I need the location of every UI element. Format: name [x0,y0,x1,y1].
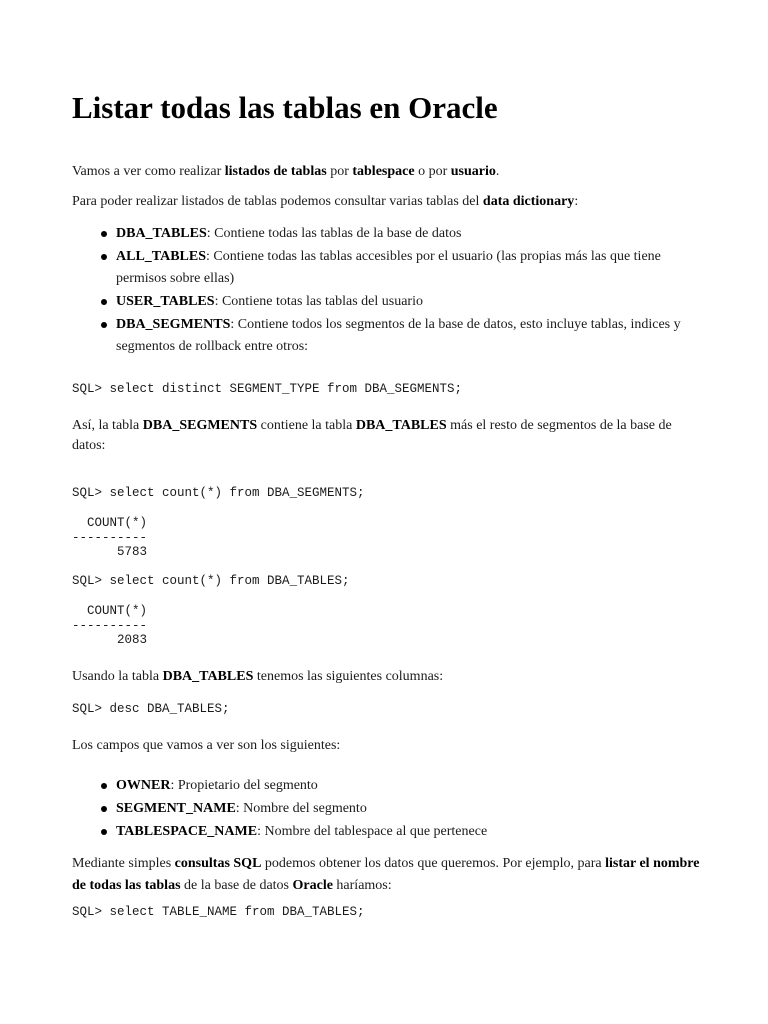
fields-list [72,775,702,844]
list-item: OWNER: Propietario del segmento [72,775,702,797]
list-item: DBA_TABLES: Contiene todas las tablas de la base de datos [72,223,702,245]
fields-paragraph: Los campos que vamos a ver son los siguientes: [72,738,341,753]
code-block-table-names: SQL> select TABLE_NAME from DBA_TABLES; [72,905,365,919]
code-block-count-segments: SQL> select count(*) from DBA_SEGMENTS; [72,486,365,500]
page-title: Listar todas las tablas en Oracle [72,90,498,125]
dictionary-views-list [72,223,702,359]
list-item: ALL_TABLES: Contiene todas las tablas accesibles por el usuario (las propias más las que tiene permisos sobre ellas) [72,246,702,290]
code-block-count-tables: SQL> select count(*) from DBA_TABLES; [72,574,350,588]
code-block-desc: SQL> desc DBA_TABLES; [72,702,230,716]
intro-paragraph: Vamos a ver como realizar listados de tablas por tablespace o por usuario. [72,164,500,179]
list-item: TABLESPACE_NAME: Nombre del tablespace al que pertenece [72,821,702,843]
list-item: DBA_SEGMENTS: Contiene todos los segmentos de la base de datos, esto incluye tablas, indices y segmentos de rollback entre otros: [72,314,702,358]
sql-queries-paragraph: Mediante simples consultas SQL podemos obtener los datos que queremos. Por ejemplo, para listar el nombre de todas las tablas de la base de datos Oracle haríamos: [72,856,700,893]
list-item: SEGMENT_NAME: Nombre del segmento [72,798,702,820]
columns-paragraph: Usando la tabla DBA_TABLES tenemos las siguientes columnas: [72,669,444,684]
code-output-count-segments: COUNT(*) ---------- 5783 [72,516,148,559]
list-item: USER_TABLES: Contiene totas las tablas del usuario [72,291,702,313]
code-output-count-tables: COUNT(*) ---------- 2083 [72,604,148,647]
segments-paragraph: Así, la tabla DBA_SEGMENTS contiene la tabla DBA_TABLES más el resto de segmentos de la base de datos: [72,418,672,453]
code-block-segment-types: SQL> select distinct SEGMENT_TYPE from DBA_SEGMENTS; [72,382,463,396]
dictionary-paragraph: Para poder realizar listados de tablas podemos consultar varias tablas del data dictionary: [72,194,579,209]
